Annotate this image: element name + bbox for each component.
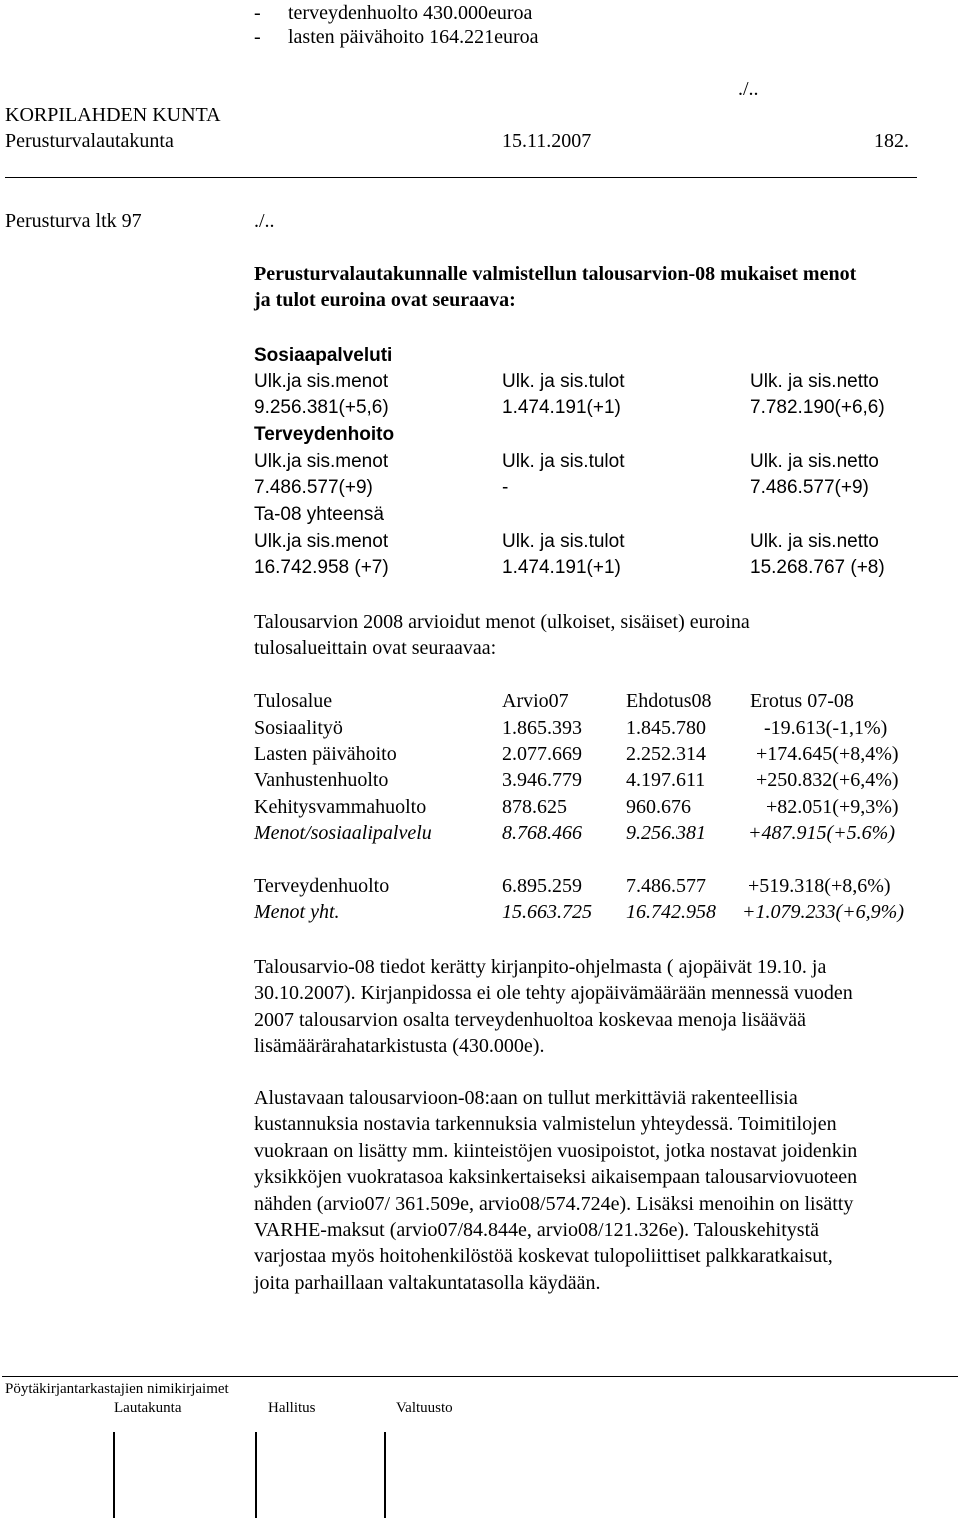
paragraph-line: tulosalueittain ovat seuraavaa: xyxy=(254,637,497,659)
table-cell: 1.845.780 xyxy=(626,717,706,739)
continue-mark: ./.. xyxy=(738,78,759,100)
block-header: Ulk. ja sis.netto xyxy=(750,371,879,392)
table-cell: +1.079.233(+6,9%) xyxy=(742,901,904,923)
paragraph-line: vuokraan on lisätty mm. kiinteistöjen vuosipoistot, jotka nostavat joidenkin xyxy=(254,1139,858,1162)
table-cell: +487.915(+5.6%) xyxy=(748,822,895,844)
board-name: Perusturvalautakunta xyxy=(5,130,174,152)
block-value: 7.782.190(+6,6) xyxy=(750,397,885,418)
block-header: Ulk.ja sis.menot xyxy=(254,531,389,552)
signature-divider xyxy=(255,1432,257,1518)
table-cell: 7.486.577 xyxy=(626,875,706,897)
paragraph-line: lisämäärärahatarkistusta (430.000e). xyxy=(254,1035,545,1058)
paragraph-line: 2007 talousarvion osalta terveydenhuoltoa koskevaa menoja lisäävää xyxy=(254,1008,807,1031)
block-header: Ulk. ja sis.tulot xyxy=(502,451,625,472)
block-header: Ulk. ja sis.netto xyxy=(750,451,879,472)
table-cell: 4.197.611 xyxy=(626,769,706,791)
table-cell: -19.613(-1,1%) xyxy=(764,717,888,739)
header-rule xyxy=(5,177,917,178)
column-header: Ehdotus08 xyxy=(626,690,712,712)
block-value: 1.474.191(+1) xyxy=(502,557,621,578)
paragraph-line: kustannuksia nostavia tarkennuksia valmistelun yhteydessä. Toimitilojen xyxy=(254,1113,837,1136)
page-number: 182. xyxy=(874,130,909,152)
paragraph-line: 30.10.2007). Kirjanpidossa ei ole tehty ajopäivämäärään mennessä vuoden xyxy=(254,982,853,1005)
block-header: Ulk. ja sis.tulot xyxy=(502,531,625,552)
paragraph-line: VARHE-maksut (arvio07/84.844e, arvio08/121.326e). Talouskehitystä xyxy=(254,1219,819,1242)
meeting-date: 15.11.2007 xyxy=(502,130,592,152)
paragraph-line: varjostaa myös hoitohenkilöstöä koskevat tulopoliittiset palkkaratkaisut, xyxy=(254,1245,833,1268)
block-title: Sosiaapalveluti xyxy=(254,345,393,366)
footer-col-label: Valtuusto xyxy=(396,1400,453,1416)
table-cell: Menot/sosiaalipalvelu xyxy=(254,822,432,844)
block-value: 9.256.381(+5,6) xyxy=(254,397,389,418)
table-cell: 2.252.314 xyxy=(626,743,706,765)
block-header: Ulk. ja sis.netto xyxy=(750,531,879,552)
list-item xyxy=(254,0,533,26)
intro-line: Perusturvalautakunnalle valmistellun talousarvion-08 mukaiset menot xyxy=(254,263,857,285)
block-header: Ulk.ja sis.menot xyxy=(254,451,389,472)
table-cell: 8.768.466 xyxy=(502,822,582,844)
footer-col-label: Lautakunta xyxy=(114,1400,182,1416)
column-header: Erotus 07-08 xyxy=(750,690,854,712)
table-cell: 878.625 xyxy=(502,796,567,818)
table-cell: Lasten päivähoito xyxy=(254,743,397,765)
paragraph-2 xyxy=(254,954,954,1060)
signature-divider xyxy=(384,1432,386,1518)
column-header: Arvio07 xyxy=(502,690,569,712)
column-header: Tulosalue xyxy=(254,690,333,712)
list-item xyxy=(254,24,539,50)
section-continue: ./.. xyxy=(254,210,275,232)
list-dash: - xyxy=(254,26,261,48)
block-header: Ulk. ja sis.tulot xyxy=(502,371,625,392)
table-cell: +519.318(+8,6%) xyxy=(748,875,891,897)
table-cell: 9.256.381 xyxy=(626,822,706,844)
table-cell: 16.742.958 xyxy=(626,901,716,923)
list-text: lasten päivähoito 164.221euroa xyxy=(288,26,539,48)
block-value: 1.474.191(+1) xyxy=(502,397,621,418)
section-ref: Perusturva ltk 97 xyxy=(5,210,142,232)
table-cell: Kehitysvammahuolto xyxy=(254,796,427,818)
table-cell: Terveydenhuolto xyxy=(254,875,390,897)
list-text: terveydenhuolto 430.000euroa xyxy=(288,2,533,24)
table-cell: Menot yht. xyxy=(254,901,340,923)
municipality-name: KORPILAHDEN KUNTA xyxy=(5,104,221,126)
paragraph-3 xyxy=(254,1085,954,1296)
table-cell: 3.946.779 xyxy=(502,769,582,791)
paragraph-line: yksikköjen vuokratasoa kaksinkertaiseksi aikaisempaan talousarviovuoteen xyxy=(254,1166,858,1189)
footer-title: Pöytäkirjantarkastajien nimikirjaimet xyxy=(5,1381,229,1397)
block-title: Ta-08 yhteensä xyxy=(254,504,384,525)
paragraph-line: Talousarvion 2008 arvioidut menot (ulkoiset, sisäiset) euroina xyxy=(254,611,750,633)
table-cell: Sosiaalityö xyxy=(254,717,343,739)
footer-col-label: Hallitus xyxy=(268,1400,316,1416)
table-cell: 6.895.259 xyxy=(502,875,582,897)
table-cell: 960.676 xyxy=(626,796,691,818)
table-cell: +82.051(+9,3%) xyxy=(766,796,899,818)
paragraph-line: nähden (arvio07/ 361.509e, arvio08/574.724e). Lisäksi menoihin on lisätty xyxy=(254,1192,854,1215)
intro-line: ja tulot euroina ovat seuraava: xyxy=(254,289,516,311)
block-value: - xyxy=(502,477,509,498)
table-cell: 15.663.725 xyxy=(502,901,592,923)
table-cell: +174.645(+8,4%) xyxy=(756,743,899,765)
footer-rule xyxy=(2,1376,958,1377)
block-title: Terveydenhoito xyxy=(254,424,395,445)
block-value: 16.742.958 (+7) xyxy=(254,557,389,578)
table-cell: +250.832(+6,4%) xyxy=(756,769,899,791)
block-value: 15.268.767 (+8) xyxy=(750,557,885,578)
block-value: 7.486.577(+9) xyxy=(750,477,869,498)
signature-divider xyxy=(113,1432,115,1518)
table-cell: 1.865.393 xyxy=(502,717,582,739)
paragraph-line: Talousarvio-08 tiedot kerätty kirjanpito-ohjelmasta ( ajopäivät 19.10. ja xyxy=(254,956,827,978)
block-value: 7.486.577(+9) xyxy=(254,477,373,498)
table-cell: Vanhustenhuolto xyxy=(254,769,389,791)
list-dash: - xyxy=(254,2,261,24)
table-cell: 2.077.669 xyxy=(502,743,582,765)
paragraph-line: Alustavaan talousarvioon-08:aan on tullut merkittäviä rakenteellisia xyxy=(254,1087,798,1109)
block-header: Ulk.ja sis.menot xyxy=(254,371,389,392)
paragraph-line: joita parhaillaan valtakuntatasolla käydään. xyxy=(254,1271,601,1294)
